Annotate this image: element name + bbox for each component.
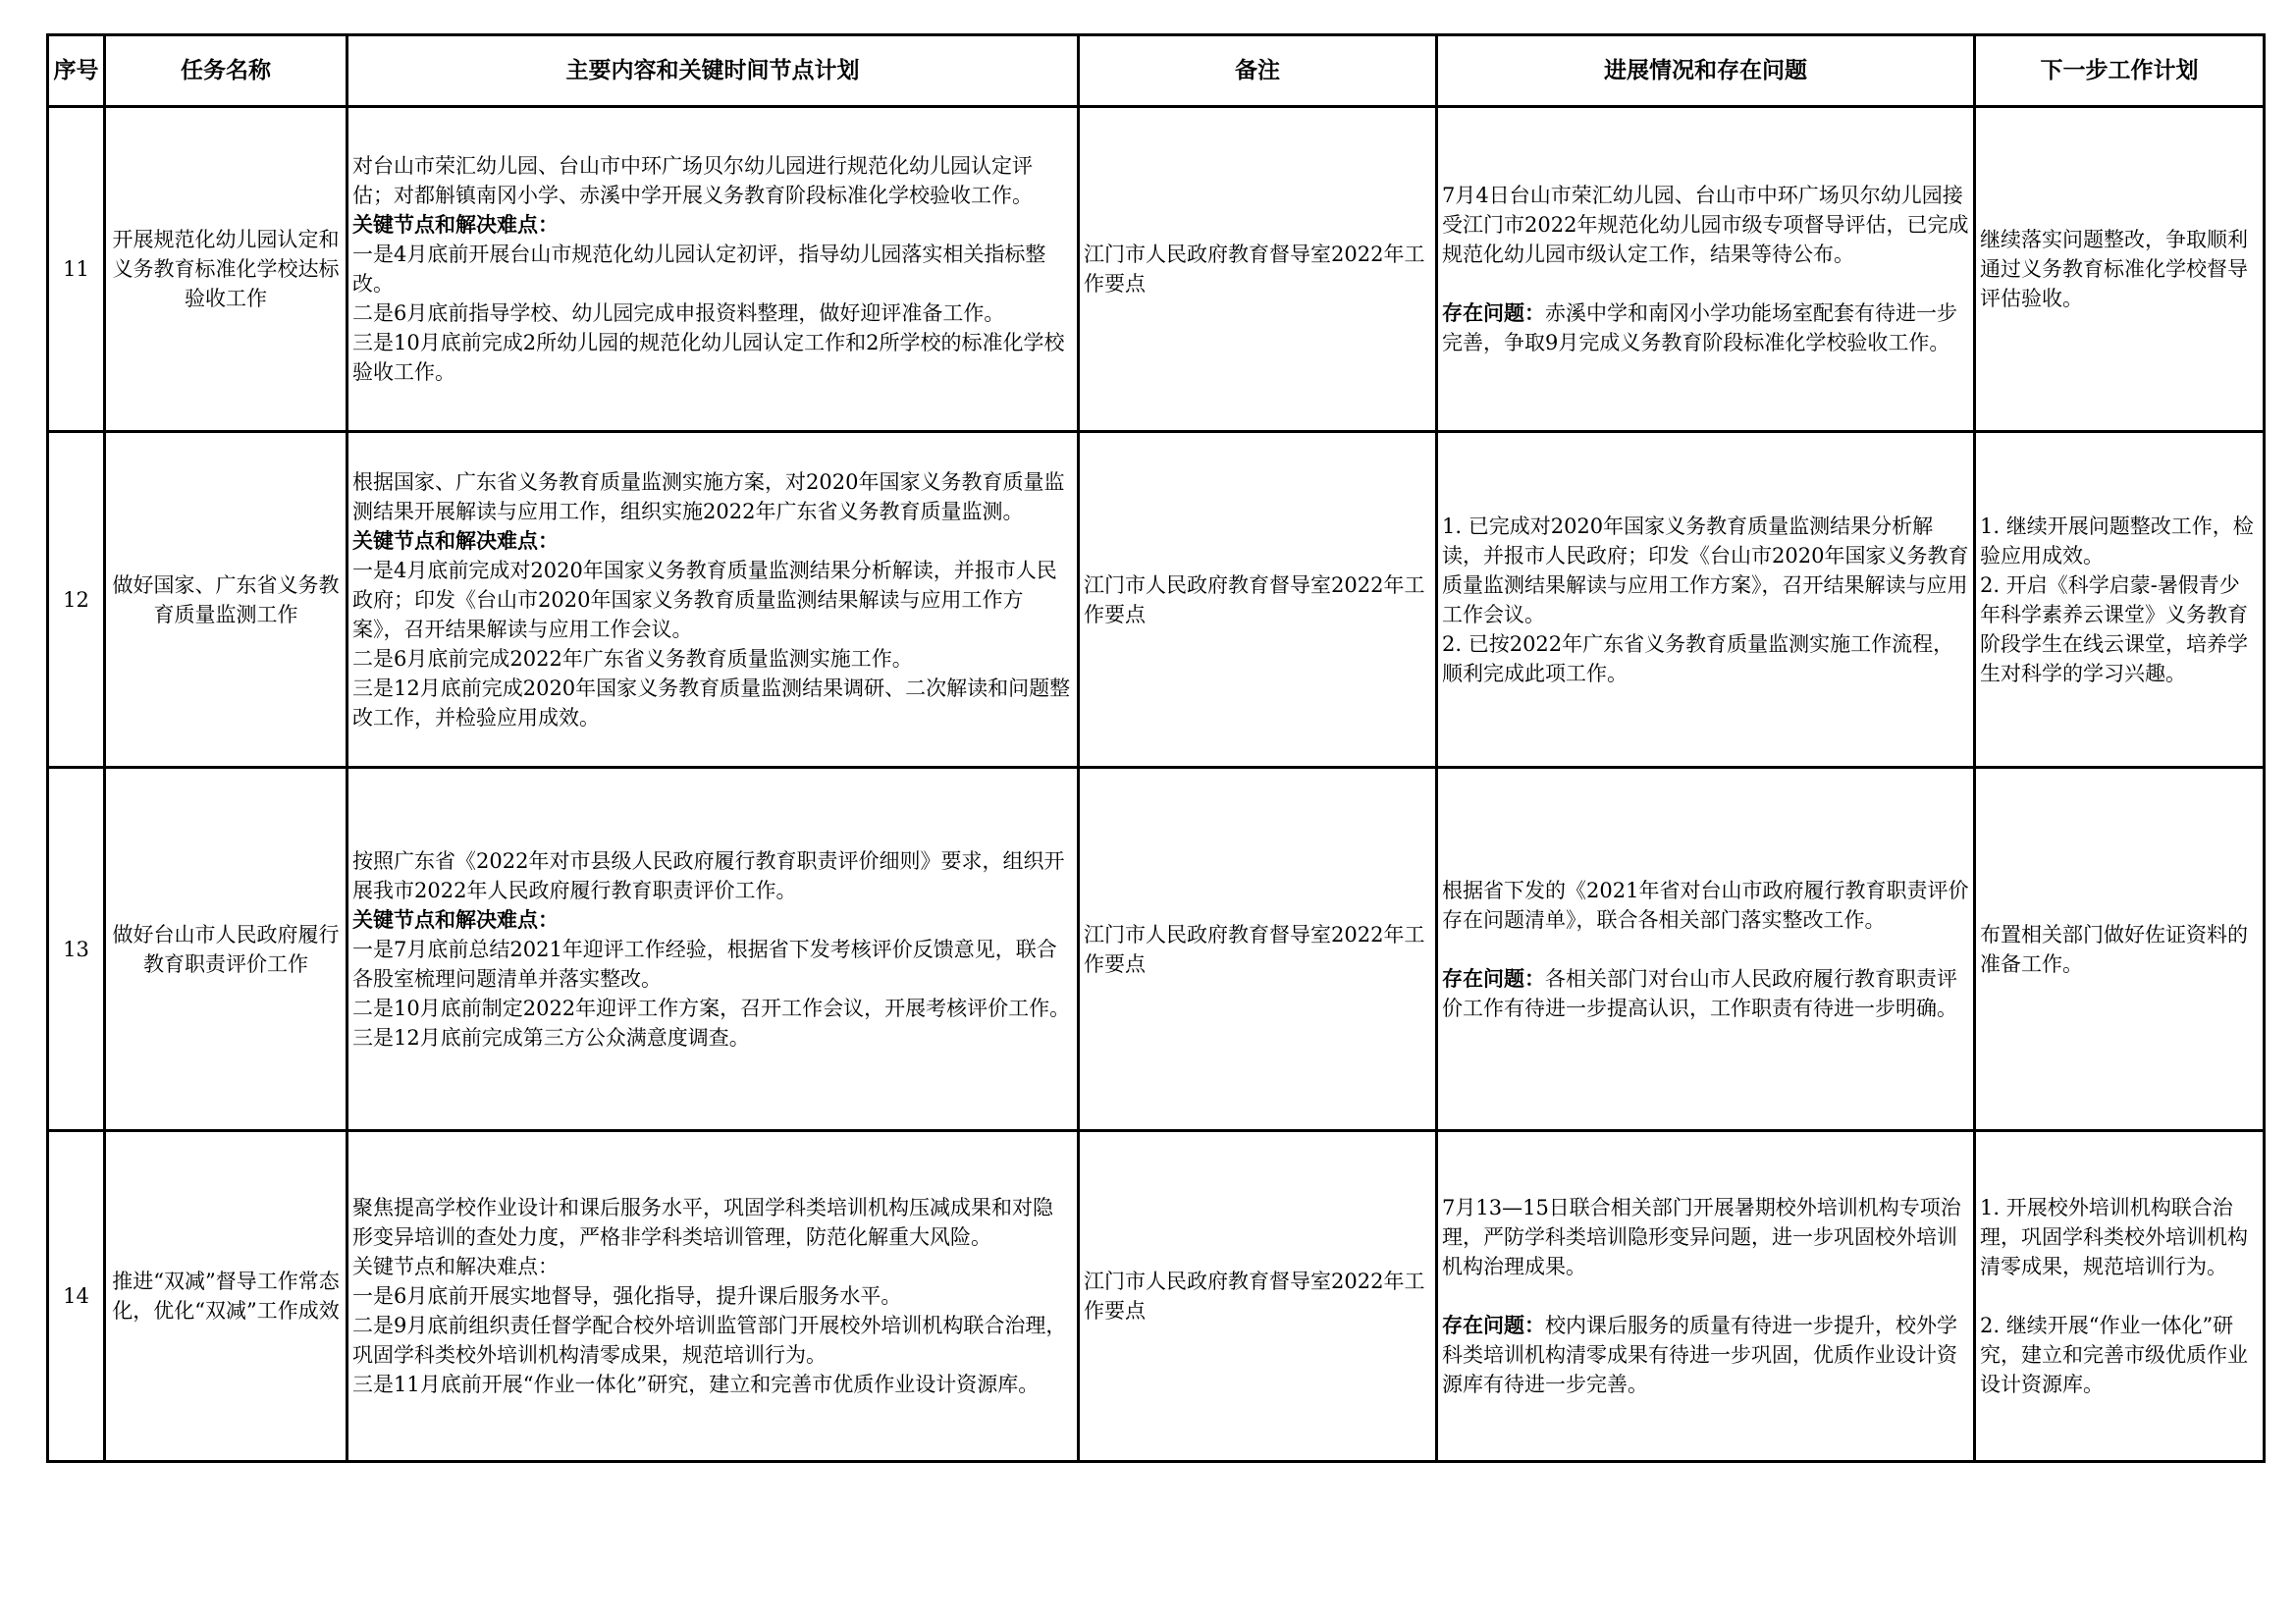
table-header-row [48, 35, 2265, 107]
plan-item: 二是9月底前组织责任督学配合校外培训监管部门开展校外培训机构联合治理，巩固学科类校外培训机构清零成果，规范培训行为。 [352, 1314, 1067, 1367]
plan-item: 一是4月底前完成对2020年国家义务教育质量监测结果分析解读，并报市人民政府；印发《台山市2020年国家义务教育质量监测结果解读与应用工作方案》，召开结果解读与应用工作会议。 [352, 558, 1057, 641]
plan-item: 三是11月底前开展“作业一体化”研究，建立和完善市优质作业设计资源库。 [352, 1373, 1040, 1396]
table-row [48, 1131, 2265, 1462]
row-no: 14 [48, 1131, 105, 1462]
plan-cell [347, 768, 1079, 1131]
plan-item: 三是10月底前完成2所幼儿园的规范化幼儿园认定工作和2所学校的标准化学校验收工作。 [352, 331, 1065, 384]
plan-item: 一是4月底前开展台山市规范化幼儿园认定初评，指导幼儿园落实相关指标整改。 [352, 243, 1046, 296]
row-no: 12 [48, 432, 105, 768]
spacer [1442, 935, 1969, 964]
progress-cell [1437, 107, 1975, 432]
task-name: 开展规范化幼儿园认定和义务教育标准化学校达标验收工作 [105, 107, 347, 432]
remark-cell: 江门市人民政府教育督导室2022年工作要点 [1079, 1131, 1437, 1462]
progress-item: 2. 已按2022年广东省义务教育质量监测实施工作流程，顺利完成此项工作。 [1442, 631, 1954, 685]
plan-cell [347, 107, 1079, 432]
plan-key-label: 关键节点和解决难点： [352, 906, 559, 932]
progress-cell [1437, 1131, 1975, 1462]
task-name: 做好国家、广东省义务教育质量监测工作 [105, 432, 347, 768]
task-name: 做好台山市人民政府履行教育职责评价工作 [105, 768, 347, 1131]
remark-cell: 江门市人民政府教育督导室2022年工作要点 [1079, 107, 1437, 432]
progress-issue [1442, 964, 1969, 1023]
row-no: 13 [48, 768, 105, 1131]
next-plan-cell [1975, 768, 2265, 1131]
table-row [48, 107, 2265, 432]
issue-label: 存在问题： [1442, 300, 1545, 325]
progress-cell [1437, 432, 1975, 768]
progress-text: 根据省下发的《2021年省对台山市政府履行教育职责评价存在问题清单》，联合各相关部门落实整改工作。 [1442, 878, 1969, 932]
plan-item: 三是12月底前完成第三方公众满意度调查。 [352, 1025, 750, 1050]
progress-text: 7月4日台山市荣汇幼儿园、台山市中环广场贝尔幼儿园接受江门市2022年规范化幼儿园市级专项督导评估，已完成规范化幼儿园市级认定工作，结果等待公布。 [1442, 184, 1969, 266]
progress-cell [1437, 768, 1975, 1131]
plan-item: 二是6月底前完成2022年广东省义务教育质量监测实施工作。 [352, 646, 913, 671]
task-name: 推进“双减”督导工作常态化，优化“双减”工作成效 [105, 1131, 347, 1462]
work-plan-table [46, 33, 2266, 1463]
header-task: 任务名称 [105, 35, 347, 107]
progress-text: 7月13—15日联合相关部门开展暑期校外培训机构专项治理，严防学科类培训隐形变异问题，进一步巩固校外培训机构治理成果。 [1442, 1196, 1961, 1278]
plan-item: 一是6月底前开展实地督导，强化指导，提升课后服务水平。 [352, 1284, 902, 1308]
table-row [48, 432, 2265, 768]
plan-intro: 按照广东省《2022年对市县级人民政府履行教育职责评价细则》要求，组织开展我市2022年人民政府履行教育职责评价工作。 [352, 848, 1065, 902]
plan-cell [347, 1131, 1079, 1462]
next-item: 1. 开展校外培训机构联合治理，巩固学科类校外培训机构清零成果，规范培训行为。 [1980, 1196, 2248, 1278]
spacer [1980, 1281, 2259, 1311]
next-item: 1. 继续开展问题整改工作，检验应用成效。 [1980, 514, 2254, 568]
plan-item: 一是7月底前总结2021年迎评工作经验，根据省下发考核评价反馈意见，联合各股室梳理问题清单并落实整改。 [352, 937, 1057, 991]
issue-label: 存在问题： [1442, 965, 1545, 991]
next-item: 2. 开启《科学启蒙-暑假青少年科学素养云课堂》义务教育阶段学生在线云课堂，培养学生对科学的学习兴趣。 [1980, 572, 2248, 685]
header-no: 序号 [48, 35, 105, 107]
issue-label: 存在问题： [1442, 1313, 1545, 1337]
spacer [1442, 269, 1969, 298]
progress-issue [1442, 298, 1969, 357]
plan-item: 二是10月底前制定2022年迎评工作方案，召开工作会议，开展考核评价工作。 [352, 996, 1071, 1020]
header-progress: 进展情况和存在问题 [1437, 35, 1975, 107]
next-plan-cell [1975, 107, 2265, 432]
table-row [48, 768, 2265, 1131]
header-next: 下一步工作计划 [1975, 35, 2265, 107]
plan-key-label: 关键节点和解决难点： [352, 212, 559, 237]
header-remark: 备注 [1079, 35, 1437, 107]
issue-text: 赤溪中学和南冈小学功能场室配套有待进一步完善，争取9月完成义务教育阶段标准化学校验收工作。 [1442, 301, 1957, 354]
progress-item: 1. 已完成对2020年国家义务教育质量监测结果分析解读，并报市人民政府；印发《台山市2020年国家义务教育质量监测结果解读与应用工作方案》，召开结果解读与应用工作会议。 [1442, 514, 1969, 626]
header-plan: 主要内容和关键时间节点计划 [347, 35, 1079, 107]
row-no: 11 [48, 107, 105, 432]
plan-key-label: 关键节点和解决难点： [352, 527, 559, 553]
next-plan-cell [1975, 1131, 2265, 1462]
issue-text: 校内课后服务的质量有待进一步提升，校外学科类培训机构清零成果有待进一步巩固，优质作业设计资源库有待进一步完善。 [1442, 1314, 1957, 1396]
next-item: 2. 继续开展“作业一体化”研究，建立和完善市级优质作业设计资源库。 [1980, 1314, 2248, 1396]
plan-cell [347, 432, 1079, 768]
plan-intro: 对台山市荣汇幼儿园、台山市中环广场贝尔幼儿园进行规范化幼儿园认定评估；对都斛镇南冈小学、赤溪中学开展义务教育阶段标准化学校验收工作。 [352, 154, 1033, 207]
next-item: 继续落实问题整改，争取顺利通过义务教育标准化学校督导评估验收。 [1980, 228, 2248, 310]
plan-key-label: 关键节点和解决难点： [352, 1255, 559, 1278]
next-plan-cell [1975, 432, 2265, 768]
spacer [1442, 1281, 1969, 1311]
remark-cell: 江门市人民政府教育督导室2022年工作要点 [1079, 432, 1437, 768]
plan-intro: 根据国家、广东省义务教育质量监测实施方案，对2020年国家义务教育质量监测结果开展解读与应用工作，组织实施2022年广东省义务教育质量监测。 [352, 469, 1065, 523]
progress-issue [1442, 1311, 1969, 1399]
plan-item: 二是6月底前指导学校、幼儿园完成申报资料整理，做好迎评准备工作。 [352, 301, 1005, 325]
remark-cell: 江门市人民政府教育督导室2022年工作要点 [1079, 768, 1437, 1131]
plan-intro: 聚焦提高学校作业设计和课后服务水平，巩固学科类培训机构压减成果和对隐形变异培训的查处力度，严格非学科类培训管理，防范化解重大风险。 [352, 1196, 1053, 1249]
issue-text: 各相关部门对台山市人民政府履行教育职责评价工作有待进一步提高认识，工作职责有待进一步明确。 [1442, 966, 1957, 1020]
plan-item: 三是12月底前完成2020年国家义务教育质量监测结果调研、二次解读和问题整改工作，并检验应用成效。 [352, 676, 1071, 730]
next-item: 布置相关部门做好佐证资料的准备工作。 [1980, 922, 2248, 976]
